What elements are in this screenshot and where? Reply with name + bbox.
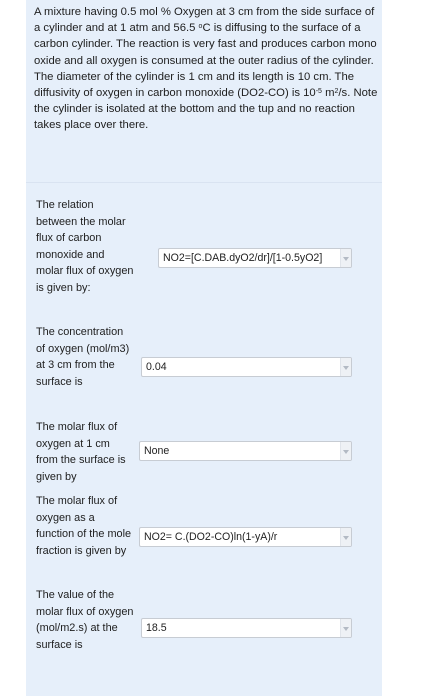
answer-select-2-value: 0.04 [146, 361, 167, 373]
chevron-down-icon [340, 442, 351, 460]
question-label-2: The concentration of oxygen (mol/m3) at 3 cm from the surface is [36, 326, 130, 388]
answer-select-3-value: None [144, 445, 170, 457]
answer-select-1[interactable] [158, 248, 352, 268]
question-label-3: The molar flux of oxygen at 1 cm from the surface is given by [36, 421, 126, 483]
answer-select-4-value: NO2= C.(DO2-CO)ln(1-yA)/r [144, 531, 278, 543]
answer-select-2[interactable] [141, 357, 352, 377]
question-label-5: The value of the molar flux of oxygen (mol/m2.s) at the surface is [36, 589, 134, 651]
chevron-down-icon [340, 358, 351, 376]
section-divider [26, 182, 382, 183]
answer-select-4[interactable] [139, 527, 352, 547]
answer-select-5[interactable] [141, 618, 352, 638]
question-panel [26, 0, 382, 696]
answer-select-5-value: 18.5 [146, 622, 167, 634]
chevron-down-icon [340, 249, 351, 267]
problem-statement: A mixture having 0.5 mol % Oxygen at 3 cm from the side surface of a cylinder and at 1 atm and 56.5 $^o$C is diffusing to the surface of a carbon cylinder. The reaction is very fast and produces carbon mono oxide and all oxygen is consumed at the outer radius of the cylinder. The diameter of the cylinder is 1 cm and its length is 10 cm. The diffusivity of oxygen in carbon monoxide (DO2-CO) is $10^{-5}$ $m^2/s$. Note the cylinder is isolated at the bottom and the tup and no reaction takes place over there. [34, 6, 378, 132]
answer-select-1-value: NO2=[C.DAB.dyO2/dr]/[1-0.5yO2] [163, 252, 323, 264]
answer-select-3[interactable] [139, 441, 352, 461]
chevron-down-icon [340, 619, 351, 637]
question-label-4: The molar flux of oxygen as a function of the mole fraction is given by [36, 495, 132, 557]
question-label-1: The relation between the molar flux of carbon monoxide and molar flux of oxygen is given by: [36, 199, 134, 294]
chevron-down-icon [340, 528, 351, 546]
